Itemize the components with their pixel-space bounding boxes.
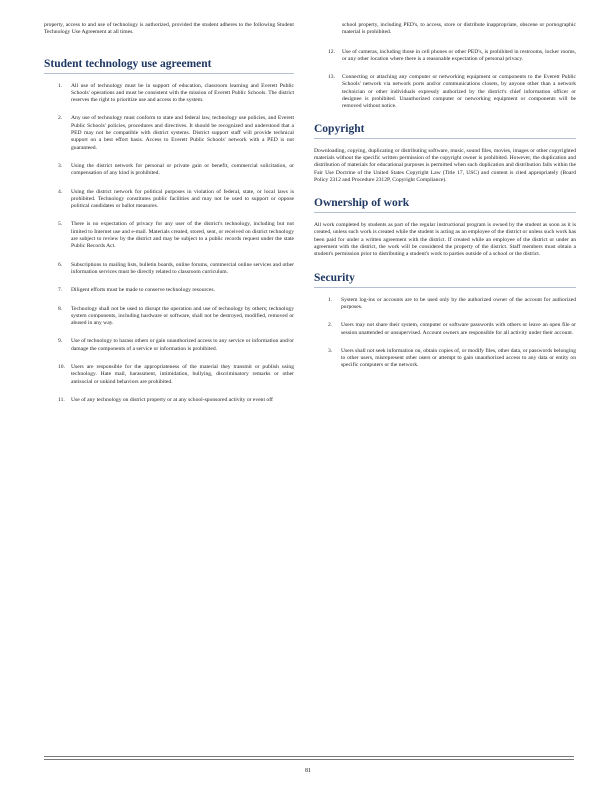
list-item: 9. Use of technology to harass others or gain unauthorized access to any service or information and/or damage the components of a service or information is prohibited. — [58, 338, 294, 352]
list-item: 1. All use of technology must be in support of education, classroom learning and Everett Public Schools' operations and must be consistent with the mission of Everett Public Schools. The district reserves the right to prioritize use and access to the system. — [58, 82, 294, 104]
security-list — [314, 297, 576, 370]
list-item: 8. Technology shall not be used to disrupt the operation and use of technology by others; technology system components, including hardware or software, shall not be destroyed, modified, removed or abused in any way. — [58, 305, 294, 327]
footer-rule-top — [44, 756, 574, 757]
footer-rule-bottom — [44, 759, 574, 760]
security-heading: Security — [314, 271, 576, 288]
list-item: 11. Use of any technology on district property or at any school-sponsored activity or event off — [58, 396, 273, 403]
list-item: 2. Any use of technology must conform to state and federal law, technology use policies, and Everett Public Schools' policies, procedures and directives. It should be recognized and understood that a PED may not be compatible with district systems. District support staff will provide technical support on a best effort basis. Access to Everett Public Schools' network with a PED is not guaranteed. — [58, 115, 294, 151]
agreement-list — [44, 83, 294, 405]
copyright-paragraph: Downloading, copying, duplicating or distributing software, music, sound files, movies, images or other copyrighted materials without the specific written permission of the copyright owner is prohibited. However, the duplication and distribution of materials for educational purposes is permitted when such duplication and distribution falls within the Fair Use Doctrine of the United States Copyright Law (Title 17, USC) and content is cited appropriately (Board Policy 2312 and Procedure 2312P, Copyright Compliance). — [314, 147, 576, 183]
list-item: 10. Users are responsible for the appropriateness of the material they transmit or publish using technology. Hate mail, harassment, intimidation, bullying, discriminatory remarks or other antisocial or unkind behaviors are prohibited. — [58, 364, 294, 385]
intro-paragraph: property, access to and use of technology is authorized, provided the student adheres to the following Student Technology Use Agreement at all times. — [44, 22, 294, 36]
right-column — [314, 22, 576, 381]
list-item: 6. Subscriptions to mailing lists, bulletin boards, online forums, commercial online services and other information services must be directly related to classroom curriculum. — [58, 261, 294, 275]
student-technology-heading: Student technology use agreement — [44, 57, 294, 74]
page-number: 81 — [305, 768, 311, 774]
copyright-heading: Copyright — [314, 122, 576, 139]
list-item: 13. Connecting or attaching any computer or networking equipment or components to the Everett Public Schools' network via network ports and/or communications closets, by anyone other than a network technician or other individuals expressly authorized by the district's chief information officer or designee is prohibited. Unauthorized computer or networking equipment or components will be removed without notice. — [328, 74, 576, 110]
list-item: 4. Using the district network for political purposes in violation of federal, state, or local laws is prohibited. Technology constitutes public facilities and may not be used to support or oppose political candidates or ballot measures. — [58, 188, 294, 210]
ownership-paragraph: All work completed by students as part of the regular instructional program is owned by the student as soon as it is created, unless such work is created while the student is acting as an employee of the district or unless such work has been paid for under a written agreement with the district. If created while an employee of the district or under an agreement with the district, the work will be considered the property of the district. Staff members must obtain a student's permission prior to distributing a student's work to parties outside of a school or the district. — [314, 222, 576, 258]
list-item: 5. There is no expectation of privacy for any user of the district's technology, including but not limited to Internet use and e-mail. Materials created, stored, sent, or received on district technology are subject to review by the district and may be subject to a public records request under the state Public Records Act. — [58, 221, 294, 250]
list-item: 3. Users shall not seek information on, obtain copies of, or modify files, other data, or passwords belonging to other users, misrepresent other users or attempt to gain unauthorized access to any data or entity on specific computers or the network. — [328, 347, 576, 369]
agreement-list-continued — [314, 49, 576, 111]
list-item: 1. System log-ins or accounts are to be used only by the authorized owner of the account for authorized purposes. — [328, 296, 576, 310]
ownership-heading: Ownership of work — [314, 196, 576, 213]
continued-paragraph: school property, including PED's, to access, store or distribute inappropriate, obscene or pornographic material is prohibited. — [342, 22, 576, 36]
list-item: 2. Users may not share their system, computer or software passwords with others or leave an open file or session unattended or unsupervised. Account owners are responsible for all activity under their account. — [328, 322, 576, 336]
list-item: 7. Diligent efforts must be made to conserve technology resources. — [58, 287, 215, 294]
list-item: 12. Use of cameras, including those in cell phones or other PED's, is prohibited in restrooms, locker rooms, or any other location where there is a reasonable expectation of personal privacy. — [328, 48, 576, 62]
left-column — [44, 22, 294, 415]
list-item: 3. Using the district network for personal or private gain or benefit, commercial solicitation, or compensation of any kind is prohibited. — [58, 162, 294, 177]
